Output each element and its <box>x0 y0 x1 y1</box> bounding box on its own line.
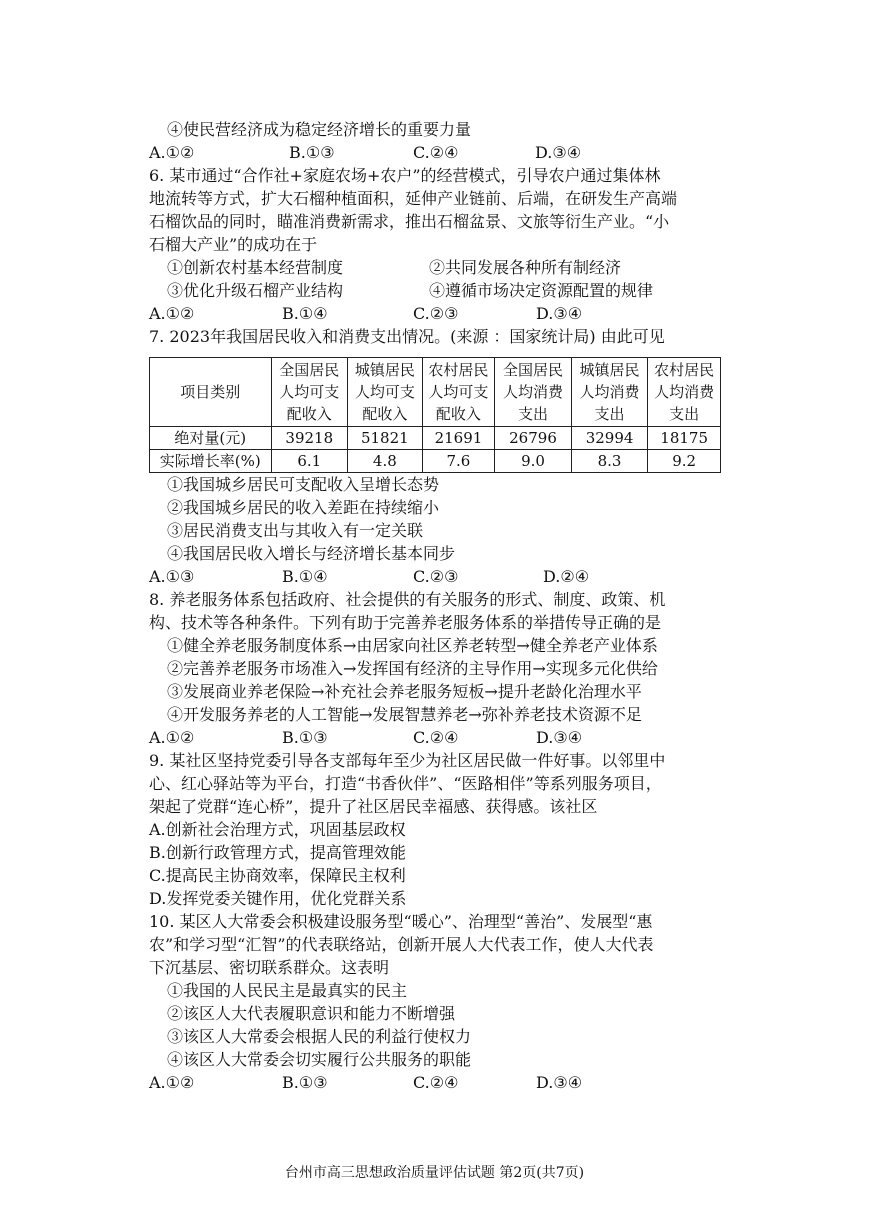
q8-stem-line: 构、技术等各种条件。下列有助于完善养老服务体系的举措传导正确的是 <box>149 613 662 632</box>
exam-page-body <box>149 118 721 1094</box>
header-text: 支出 <box>594 405 625 423</box>
header-text: 支出 <box>518 405 549 423</box>
q7-option-b[interactable]: B.①④ <box>282 567 328 586</box>
q5-option-c[interactable]: C.②④ <box>413 143 459 162</box>
header-text: 全国居民 <box>279 361 340 379</box>
q10-options <box>149 1071 721 1094</box>
q8-option-d[interactable]: D.③④ <box>536 728 583 747</box>
q10-option-c[interactable]: C.②④ <box>413 1073 459 1092</box>
q9-stem-line: 心、红心驿站等为平台，打造“书香伙伴”、“医路相伴”等系列服务项目， <box>149 774 662 793</box>
table-header-cell <box>571 358 648 427</box>
table-cell: 26796 <box>495 427 572 450</box>
table-cell: 51821 <box>348 427 423 450</box>
header-text: 农村居民 <box>428 361 489 379</box>
q7-stem: 7. 2023年我国居民收入和消费支出情况。(来源 ：国家统计局) 由此可见 <box>149 327 665 346</box>
q6-choice-4: ④遵循市场决定资源配置的规律 <box>429 281 654 300</box>
q9-option-b[interactable]: B.创新行政管理方式，提高管理效能 <box>149 843 406 862</box>
q10-option-a[interactable]: A.①② <box>149 1073 195 1092</box>
q8-option-a[interactable]: A.①② <box>149 728 195 747</box>
income-consumption-table <box>149 357 721 473</box>
q7-choice-2: ②我国城乡居民的收入差距在持续缩小 <box>167 498 440 517</box>
table-cell: 39218 <box>271 427 348 450</box>
q7-choice-4: ④我国居民收入增长与经济增长基本同步 <box>167 544 456 563</box>
q6-option-b[interactable]: B.①④ <box>282 304 328 323</box>
header-text: 人均可支 <box>279 383 340 401</box>
header-text: 支出 <box>669 405 700 423</box>
q7-option-a[interactable]: A.①③ <box>149 567 195 586</box>
q6-choice-1: ①创新农村基本经营制度 <box>167 258 344 277</box>
header-text: 人均可支 <box>354 383 415 401</box>
q10-choice-2: ②该区人大代表履职意识和能力不断增强 <box>167 1004 456 1023</box>
q6-choice-3: ③优化升级石榴产业结构 <box>167 281 344 300</box>
q10-stem-line: 10. 某区人大常委会积极建设服务型“暖心”、治理型“善治”、发展型“惠 <box>149 912 653 931</box>
q8-choice-3: ③发展商业养老保险→补充社会养老服务短板→提升老龄化治理水平 <box>167 682 642 701</box>
table-header-cell <box>495 358 572 427</box>
q6-stem-line: 6. 某市通过“合作社+家庭农场+农户”的经营模式，引导农户通过集体林 <box>149 166 661 185</box>
q6-choice-row <box>149 256 721 279</box>
q8-choice-4: ④开发服务养老的人工智能→发展智慧养老→弥补养老技术资源不足 <box>167 705 642 724</box>
header-text: 人均消费 <box>654 383 715 401</box>
q9-option-a[interactable]: A.创新社会治理方式，巩固基层政权 <box>149 820 406 839</box>
q10-choice-1: ①我国的人民民主是最真实的民主 <box>167 981 408 1000</box>
q10-stem-line: 农”和学习型“汇智”的代表联络站，创新开展人大代表工作，使人大代表 <box>149 935 654 954</box>
q8-stem-line: 8. 养老服务体系包括政府、社会提供的有关服务的形式、制度、政策、机 <box>149 590 666 609</box>
header-text: 全国居民 <box>503 361 564 379</box>
table-cell: 9.0 <box>495 450 572 473</box>
header-text: 城镇居民 <box>579 361 640 379</box>
q6-options <box>149 302 721 325</box>
header-text: 配收入 <box>286 405 332 423</box>
q9-stem-line: 架起了党群“连心桥”，提升了社区居民幸福感、获得感。该社区 <box>149 797 598 816</box>
header-text: 人均消费 <box>579 383 640 401</box>
table-cell: 8.3 <box>571 450 648 473</box>
table-cell: 9.2 <box>648 450 721 473</box>
q10-choice-4: ④该区人大常委会切实履行公共服务的职能 <box>167 1050 472 1069</box>
table-header-cell <box>348 358 423 427</box>
q7-options <box>149 565 721 588</box>
header-text: 农村居民 <box>654 361 715 379</box>
header-text: 人均消费 <box>503 383 564 401</box>
table-cell: 32994 <box>571 427 648 450</box>
q9-option-d[interactable]: D.发挥党委关键作用，优化党群关系 <box>149 889 407 908</box>
q5-option-a[interactable]: A.①② <box>149 143 195 162</box>
q6-stem-line: 地流转等方式，扩大石榴种植面积，延伸产业链前、后端，在研发生产高端 <box>149 189 678 208</box>
table-cell: 6.1 <box>271 450 348 473</box>
q7-choice-1: ①我国城乡居民可支配收入呈增长态势 <box>167 475 440 494</box>
table-cell: 4.8 <box>348 450 423 473</box>
q7-choice-3: ③居民消费支出与其收入有一定关联 <box>167 521 424 540</box>
q8-option-c[interactable]: C.②④ <box>413 728 459 747</box>
table-cell: 18175 <box>648 427 721 450</box>
table-cell: 实际增长率(%) <box>150 450 272 473</box>
q6-option-c[interactable]: C.②③ <box>413 304 459 323</box>
header-text: 配收入 <box>362 405 408 423</box>
q10-choice-3: ③该区人大常委会根据人民的利益行使权力 <box>167 1027 472 1046</box>
header-text: 城镇居民 <box>354 361 415 379</box>
table-row <box>150 450 721 473</box>
q6-choice-row <box>149 279 721 302</box>
q6-stem-line: 石榴饮品的同时，瞄准消费新需求，推出石榴盆景、文旅等衍生产业。“小 <box>149 212 670 231</box>
q6-stem-line: 石榴大产业”的成功在于 <box>149 235 318 254</box>
table-row <box>150 427 721 450</box>
table-cell: 7.6 <box>422 450 495 473</box>
q5-option-b[interactable]: B.①③ <box>289 143 335 162</box>
table-cell: 绝对量(元) <box>150 427 272 450</box>
q10-option-d[interactable]: D.③④ <box>536 1073 583 1092</box>
table-cell: 21691 <box>422 427 495 450</box>
q8-choice-1: ①健全养老服务制度体系→由居家向社区养老转型→健全养老产业体系 <box>167 636 658 655</box>
header-text: 配收入 <box>435 405 481 423</box>
table-header-cell: 项目类别 <box>150 358 272 427</box>
q9-option-c[interactable]: C.提高民主协商效率，保障民主权利 <box>149 866 406 885</box>
header-text: 人均可支 <box>428 383 489 401</box>
q6-option-a[interactable]: A.①② <box>149 304 195 323</box>
q5-choice-4: ④使民营经济成为稳定经济增长的重要力量 <box>167 120 472 139</box>
q7-option-c[interactable]: C.②③ <box>413 567 459 586</box>
q6-choice-2: ②共同发展各种所有制经济 <box>429 258 622 277</box>
table-header-row <box>150 358 721 427</box>
table-header-cell <box>648 358 721 427</box>
q5-option-d[interactable]: D.③④ <box>535 143 582 162</box>
q8-choice-2: ②完善养老服务市场准入→发挥国有经济的主导作用→实现多元化供给 <box>167 659 658 678</box>
table-header-cell <box>271 358 348 427</box>
q9-stem-line: 9. 某社区坚持党委引导各支部每年至少为社区居民做一件好事。以邻里中 <box>149 751 666 770</box>
q10-option-b[interactable]: B.①③ <box>282 1073 328 1092</box>
table-header-cell <box>422 358 495 427</box>
page-footer: 台州市高三思想政治质量评估试题 第2页(共7页) <box>284 1165 585 1181</box>
q6-option-d[interactable]: D.③④ <box>536 304 583 323</box>
q10-stem-line: 下沉基层、密切联系群众。这表明 <box>149 958 390 977</box>
q5-options <box>149 141 721 164</box>
q8-option-b[interactable]: B.①③ <box>282 728 328 747</box>
q7-option-d[interactable]: D.②④ <box>543 567 590 586</box>
q8-options <box>149 726 721 749</box>
